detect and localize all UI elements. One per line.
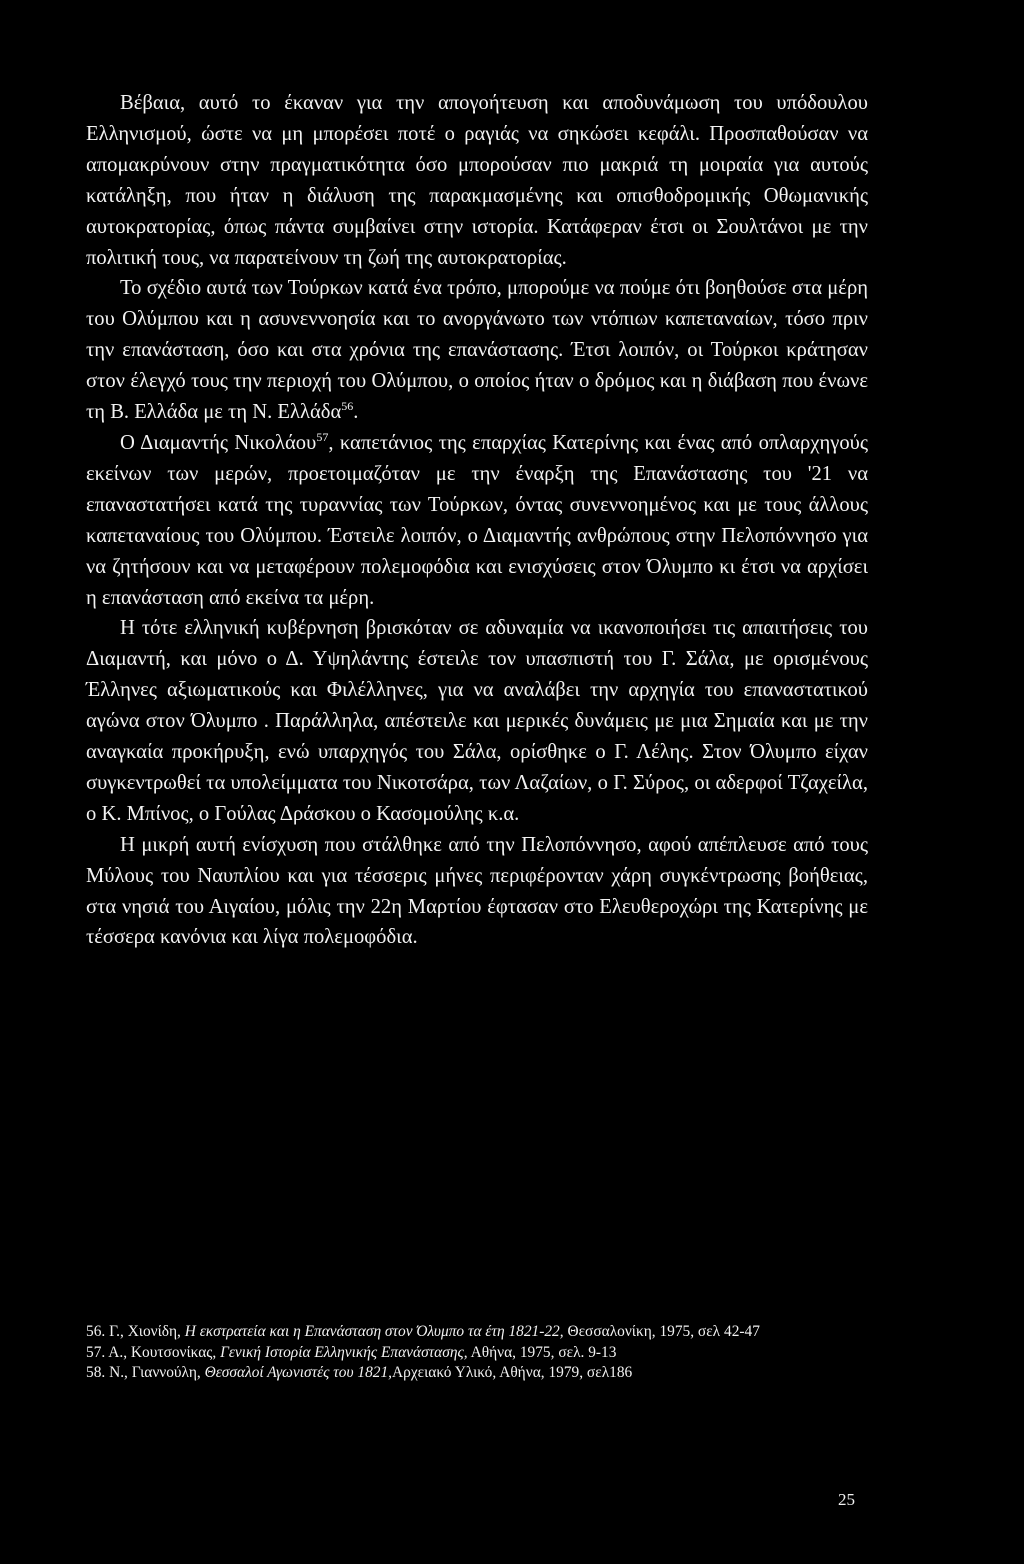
paragraph	[86, 88, 868, 273]
main-text	[86, 88, 868, 953]
footnote-title: Γενική Ιστορία Ελληνικής Επανάστασης,	[220, 1343, 468, 1361]
footnote-after: Αθήνα, 1975, σελ. 9-13	[467, 1343, 617, 1361]
paragraph-text: Βέβαια, αυτό το έκαναν για την απογοήτευση και αποδυνάμωση του υπόδουλου Ελληνισμού, ώστε να μη μπορέσει ποτέ ο ραγιάς να σηκώσει κεφάλι. Προσπαθούσαν να απομακρύνουν στην πραγματικότητα όσο μπορούσαν πιο μακριά τη μοιραία για αυτούς κατάληξη, που ήταν η διάλυση της παρακμασμένης και οπισθοδρομικής Οθωμανικής αυτοκρατορίας, όπως πάντα συμβαίνει στην ιστορία. Κατάφεραν έτσι οι Σουλτάνοι με την πολιτική τους, να παρατείνουν τη ζωή της αυτοκρατορίας.	[86, 92, 868, 269]
paragraph	[86, 613, 868, 829]
footnote-after: Αρχειακό Υλικό, Αθήνα, 1979, σελ186	[392, 1364, 633, 1381]
footnote-num: 58.	[86, 1364, 106, 1381]
paragraph-text: , καπετάνιος της επαρχίας Κατερίνης και ένας από οπλαρχηγούς εκείνων των μερών, προετοιμαζόταν με την έναρξη της Επανάστασης του '21 να επαναστατήσει κατά της τυραννίας των Τούρκων, όντας συνεννοημένος και με τους άλλους καπεταναίους του Ολύμπου. Έστειλε λοιπόν, ο Διαμαντής ανθρώπους στην Πελοπόννησο για να ζητήσουν και να μεταφέρουν πολεμοφόδια και ενισχύσεις στον Όλυμπο κι έτσι να αρχίσει η επανάσταση από εκείνα τα μέρη.	[86, 431, 868, 609]
footnote-ref: 57	[316, 430, 329, 445]
page-number: 25	[838, 1490, 855, 1509]
footnote	[86, 1343, 886, 1364]
footnote	[86, 1363, 886, 1384]
footnote-num: 56.	[86, 1323, 106, 1340]
footnote-before: Γ., Χιονίδη,	[105, 1323, 185, 1340]
paragraph	[86, 273, 868, 428]
footnote-num: 57.	[86, 1343, 106, 1361]
paragraph	[86, 830, 868, 954]
paragraph-text: .	[353, 401, 359, 424]
paragraph-text: Ο Διαμαντής Νικολάου	[120, 431, 317, 454]
footnote-before: Α., Κουτσονίκας,	[105, 1343, 221, 1361]
footnote-title: Η εκστρατεία και η Επανάσταση στον Όλυμπο τα έτη 1821-22,	[184, 1323, 564, 1340]
paragraph	[86, 428, 868, 613]
paragraph-text: Η μικρή αυτή ενίσχυση που στάλθηκε από την Πελοπόννησο, αφού απέπλευσε από τους Μύλους του Ναυπλίου και για τέσσερις μήνες περιφέρονταν χάρη συγκέντρωσης βοήθειας, στα νησιά του Αιγαίου, μόλις την 22η Μαρτίου έφτασαν στο Ελευθεροχώρι της Κατερίνης με τέσσερα κανόνια και λίγα πολεμοφόδια.	[86, 833, 868, 949]
paragraph-text: Το σχέδιο αυτά των Τούρκων κατά ένα τρόπο, μπορούμε να πούμε ότι βοηθούσε στα μέρη του Ολύμπου και η ασυνεννοησία και το ανοργάνωτο των ντόπιων καπεταναίων, τόσο πριν την επανάσταση, όσο και στα χρόνια της επανάστασης. Έτσι λοιπόν, οι Τούρκοι κράτησαν στον έλεγχό τους την περιοχή του Ολύμπου, ο οποίος ήταν ο δρόμος και η διάβαση που ένωνε τη Β. Ελλάδα με τη Ν. Ελλάδα	[86, 277, 868, 424]
paragraph-text: Η τότε ελληνική κυβέρνηση βρισκόταν σε αδυναμία να ικανοποιήσει τις απαιτήσεις του Διαμαντή, και μόνο ο Δ. Υψηλάντης έστειλε τον υπασπιστή του Γ. Σάλα, με ορισμένους Έλληνες αξιωματικούς και Φιλέλληνες, για να αναλάβει την αρχηγία του επαναστατικού αγώνα στον Όλυμπο . Παράλληλα, απέστειλε και μερικές δυνάμεις με μια Σημαία και με την αναγκαία προκήρυξη, ενώ υπαρχηγός του Σάλα, ορίσθηκε ο Γ. Λέλης. Στον Όλυμπο είχαν συγκεντρωθεί τα υπολείμματα του Νικοτσάρα, των Λαζαίων, ο Γ. Σύρος, οι αδερφοί Τζαχείλα, ο Κ. Μπίνος, ο Γούλας Δράσκου ο Κασομούλης κ.α.	[86, 617, 868, 825]
footnote	[86, 1322, 886, 1343]
footnotes	[86, 1322, 886, 1384]
footnote-before: Ν., Γιαννούλη,	[105, 1364, 205, 1381]
footnote-title: Θεσσαλοί Αγωνιστές του 1821,	[204, 1364, 393, 1381]
footnote-after: Θεσσαλονίκη, 1975, σελ 42-47	[563, 1323, 760, 1340]
footnote-ref: 56	[341, 399, 354, 414]
